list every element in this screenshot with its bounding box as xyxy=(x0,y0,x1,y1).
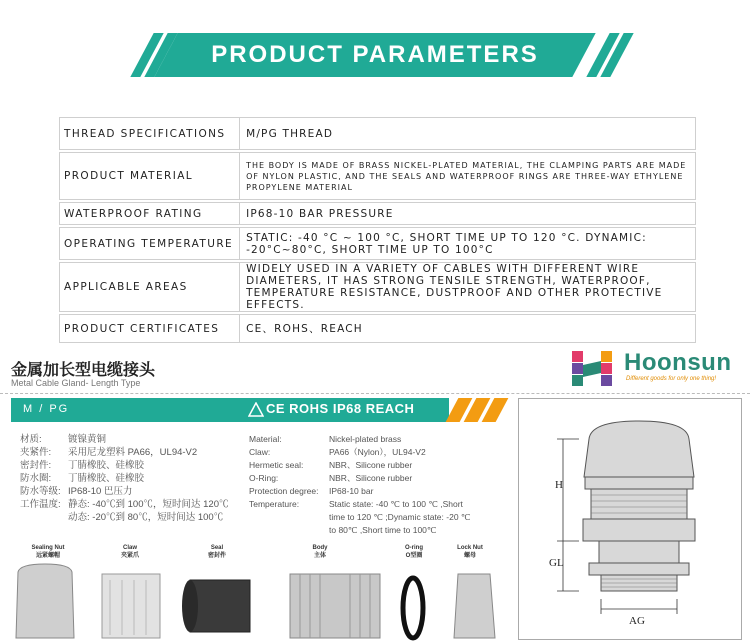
logo-mark-icon xyxy=(570,347,616,391)
spec-label: 材质: xyxy=(20,434,42,445)
spec-value: IP68-10 巴压力 xyxy=(68,486,133,497)
spec-label: 夹紧件: xyxy=(20,447,52,458)
param-key: THREAD SPECIFICATIONS xyxy=(60,118,240,150)
dim-label-h: H xyxy=(555,479,563,491)
spec-value: PA66（Nylon），UL94-V2 xyxy=(329,447,426,457)
table-row xyxy=(60,153,696,200)
product-title-en: Metal Cable Gland- Length Type xyxy=(11,378,141,388)
param-value: STATIC: -40 °C ~ 100 °C, SHORT TIME UP TO 120 °C. DYNAMIC: -20°C~80°C, SHORT TIME UP TO 100°C xyxy=(240,228,696,260)
parts-row xyxy=(0,540,505,643)
param-key: OPERATING TEMPERATURE xyxy=(60,228,240,260)
spec-value: Nickel-plated brass xyxy=(329,434,402,444)
param-value: M/PG THREAD xyxy=(240,118,696,150)
spec-label: Material: xyxy=(249,434,282,444)
param-value: CE、ROHS、REACH xyxy=(240,315,696,343)
spec-label: Temperature: xyxy=(249,499,300,509)
spec-value: 动态: -20℃到 80℃，短时间达 100℃ xyxy=(68,512,224,523)
banner-title: PRODUCT PARAMETERS xyxy=(211,41,539,68)
spec-value: Static state: -40 ℃ to 100 ℃ ,Short xyxy=(329,499,463,509)
cable-gland-drawing-icon xyxy=(519,399,741,639)
tuv-cert-icon xyxy=(248,402,264,418)
part-name-en: Claw xyxy=(122,545,137,551)
spec-value: NBR、Silicone rubber xyxy=(329,473,413,483)
table-row xyxy=(60,315,696,343)
table-row xyxy=(60,263,696,312)
product-title-cn: 金属加长型电缆接头 xyxy=(11,362,156,379)
spec-label: 工作温度: xyxy=(20,499,61,510)
parts-illustration-icon xyxy=(0,540,505,643)
part-name-en: Sealing Nut xyxy=(31,545,65,551)
table-row xyxy=(60,203,696,225)
spec-header-bar xyxy=(11,398,449,422)
table-row xyxy=(60,118,696,150)
param-key: WATERPROOF RATING xyxy=(60,203,240,225)
part-name-cn: 主体 xyxy=(313,553,326,559)
spec-label: 防水等级: xyxy=(20,486,61,497)
section-banner xyxy=(140,33,610,77)
part-name-cn: 密封件 xyxy=(207,553,226,559)
spec-label: Protection degree: xyxy=(249,486,319,496)
spec-value: time to 120 ℃ ;Dynamic state: -20 ℃ xyxy=(329,512,471,522)
part-name-en: Lock Nut xyxy=(457,545,483,551)
part-name-cn: 远紧螺帽 xyxy=(35,553,60,559)
part-name-cn: O型圈 xyxy=(405,553,423,559)
param-key: PRODUCT MATERIAL xyxy=(60,153,240,200)
thread-type-label: M / PG xyxy=(23,403,70,415)
spec-label: 防水圈: xyxy=(20,473,52,484)
part-name-cn: 螺母 xyxy=(463,553,476,559)
spec-label: O-Ring: xyxy=(249,473,279,483)
part-name-en: Seal xyxy=(210,545,224,551)
divider xyxy=(0,393,750,394)
cert-labels: CE ROHS IP68 REACH xyxy=(266,401,415,416)
spec-value: NBR、Silicone rubber xyxy=(329,460,413,470)
spec-value: 采用尼龙塑料 PA66，UL94-V2 xyxy=(68,447,198,458)
brand-logo xyxy=(570,347,740,391)
dim-label-ag: AG xyxy=(629,615,645,627)
param-value: IP68-10 BAR PRESSURE xyxy=(240,203,696,225)
brand-slogan: Different goods for only one thing! xyxy=(626,376,717,382)
spec-value: IP68-10 bar xyxy=(329,486,374,496)
param-value: THE BODY IS MADE OF BRASS NICKEL-PLATED MATERIAL, THE CLAMPING PARTS ARE MADE OF NYLON PLASTIC, AND THE SEALS AND WATERPROOF RINGS ARE THREE-WAY ETHYLENE PROPYLENE MATERIAL xyxy=(240,153,696,200)
spec-label: Claw: xyxy=(249,447,271,457)
parameters-table xyxy=(59,117,696,343)
spec-value: 静态: -40℃到 100℃，短时间达 120℃ xyxy=(68,499,229,510)
technical-drawing xyxy=(518,398,742,640)
spec-value: 镀镍黄铜 xyxy=(68,434,107,445)
part-name-en: Body xyxy=(312,545,328,551)
spec-label: Hermetic seal: xyxy=(249,460,304,470)
spec-value: 丁腈橡胶、硅橡胶 xyxy=(68,460,145,471)
dim-label-gl: GL xyxy=(549,557,564,569)
param-value: WIDELY USED IN A VARIETY OF CABLES WITH DIFFERENT WIRE DIAMETERS, IT HAS STRONG TENSILE STRENGTH, WATERPROOF, TEMPERATURE RESISTANCE, DUSTPROOF AND OTHER PROTECTIVE EFFECTS. xyxy=(240,263,696,312)
param-key: PRODUCT CERTIFICATES xyxy=(60,315,240,343)
part-name-cn: 夹紧爪 xyxy=(120,553,139,559)
spec-value: to 80℃ ,Short time to 100℃ xyxy=(329,525,437,535)
brand-name: Hoonsun xyxy=(624,349,732,376)
spec-label: 密封件: xyxy=(20,460,52,471)
table-row xyxy=(60,228,696,260)
part-name-en: O-ring xyxy=(405,545,423,551)
param-key: APPLICABLE AREAS xyxy=(60,263,240,312)
spec-value: 丁腈橡胶、硅橡胶 xyxy=(68,473,145,484)
